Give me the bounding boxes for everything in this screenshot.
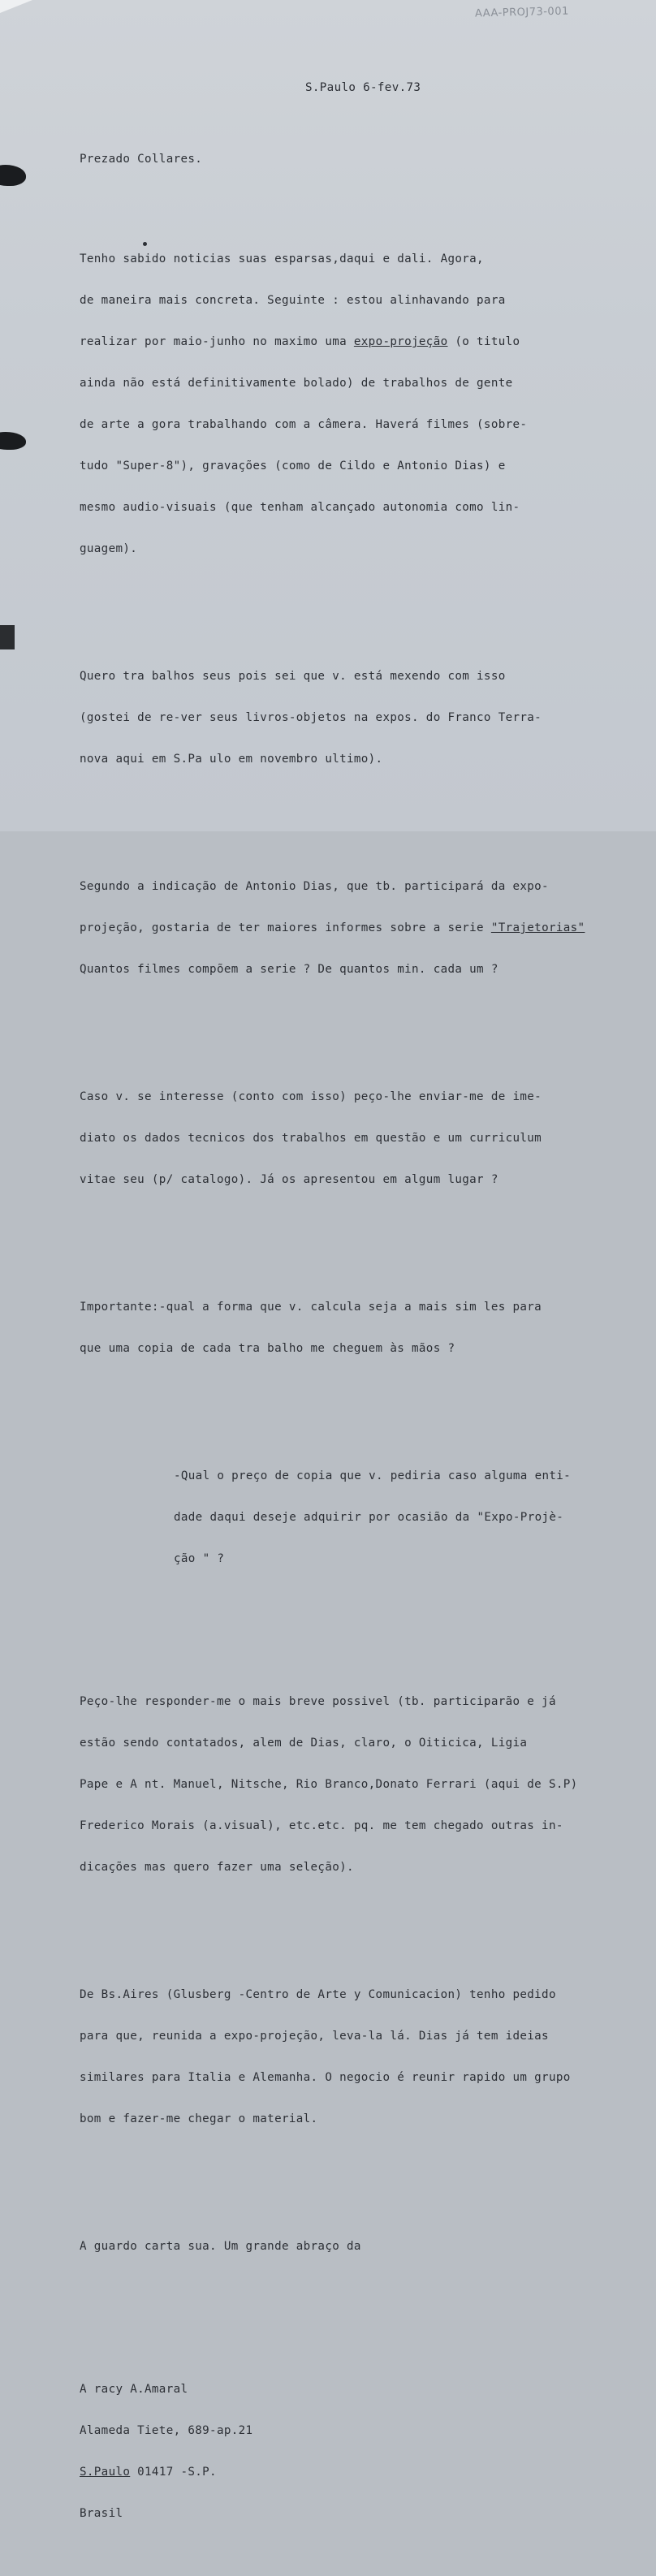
text-line: Pape e A nt. Manuel, Nitsche, Rio Branco,Donato Ferrari (aqui de S.P) <box>80 1778 578 1791</box>
paragraph-1 <box>80 225 648 584</box>
text-line: para que, reunida a expo-projeção, leva-la lá. Dias já tem ideias <box>80 2030 549 2043</box>
text-line: Frederico Morais (a.visual), etc.etc. pq. me tem chegado outras in- <box>80 1819 563 1832</box>
text-line: que uma copia de cada tra balho me cheguem às mãos ? <box>80 1342 455 1355</box>
paragraph-8 <box>80 1961 648 2154</box>
text-line: estão sendo contatados, alem de Dias, claro, o Oiticica, Ligia <box>80 1737 528 1750</box>
text-line: Tenho sabido noticias suas esparsas,daqui e dali. Agora, <box>80 252 484 265</box>
text-line: ainda não está definitivamente bolado) de trabalhos de gente <box>80 377 513 390</box>
punch-hole-bottom <box>0 432 26 450</box>
text-line: mesmo audio-visuais (que tenham alcançado autonomia como lin- <box>80 501 520 514</box>
text-line: bom e fazer-me chegar o material. <box>80 2112 318 2125</box>
archive-id-stamp: AAA-PROJ73-001 <box>474 5 569 20</box>
sender-street: Alameda Tiete, 689-ap.21 <box>80 2424 253 2437</box>
paper-edge-shadow <box>0 625 15 649</box>
letter-body <box>80 54 648 2576</box>
text-line: vitae seu (p/ catalogo). Já os apresentou em algum lugar ? <box>80 1173 498 1186</box>
paragraph-3 <box>80 852 648 1004</box>
text-fragment: S.Paulo <box>80 2466 131 2479</box>
text-line <box>80 335 648 349</box>
text-line: De Bs.Aires (Glusberg -Centro de Arte y Comunicacion) tenho pedido <box>80 1988 556 2001</box>
text-line: (gostei de re-ver seus livros-objetos na expos. do Franco Terra- <box>80 711 542 724</box>
text-line: dade daqui deseje adquirir por ocasião da "Expo-Projè- <box>174 1511 564 1524</box>
closing-line: A guardo carta sua. Um grande abraço da <box>80 2240 361 2253</box>
text-line: Segundo a indicação de Antonio Dias, que tb. participará da expo- <box>80 880 549 893</box>
text-line <box>80 921 648 935</box>
sender-name: A racy A.Amaral <box>80 2383 188 2396</box>
text-line: Caso v. se interesse (conto com isso) peço-lhe enviar-me de ime- <box>80 1090 542 1103</box>
text-fragment: realizar por maio-junho no maximo uma <box>80 335 354 348</box>
signature-block <box>80 2355 648 2548</box>
text-line: guagem). <box>80 542 138 555</box>
text-line: tudo "Super-8"), gravações (como de Cildo e Antonio Dias) e <box>80 460 506 472</box>
text-line: similares para Italia e Alemanha. O negocio é reunir rapido um grupo <box>80 2071 571 2084</box>
text-line: nova aqui em S.Pa ulo em novembro ultimo). <box>80 753 383 766</box>
text-line: Quero tra balhos seus pois sei que v. está mexendo com isso <box>80 670 506 683</box>
text-fragment: 01417 -S.P. <box>130 2466 217 2479</box>
text-fragment: projeção, gostaria de ter maiores informes sobre a serie <box>80 921 491 934</box>
closing <box>80 2212 648 2281</box>
text-fragment: (o titulo <box>447 335 520 348</box>
paper-corner <box>0 0 32 13</box>
letter-greeting: Prezado Collares. <box>80 153 203 166</box>
text-line: -Qual o preço de copia que v. pediria caso alguma enti- <box>174 1469 572 1482</box>
text-line: dicações mas quero fazer uma seleção). <box>80 1861 354 1874</box>
paragraph-7 <box>80 1668 648 1902</box>
text-line: de maneira mais concreta. Seguinte : estou alinhavando para <box>80 294 506 307</box>
punch-hole-top <box>0 165 26 186</box>
paragraph-6 <box>80 1442 648 1594</box>
underlined-title: "Trajetorias" <box>490 921 585 934</box>
letter-date: S.Paulo 6-fev.73 <box>305 81 421 94</box>
text-line: Importante:-qual a forma que v. calcula seja a mais sim les para <box>80 1301 542 1314</box>
text-line: ção " ? <box>174 1552 225 1565</box>
text-line: de arte a gora trabalhando com a câmera. Haverá filmes (sobre- <box>80 418 528 431</box>
paragraph-4 <box>80 1063 648 1215</box>
text-line: Quantos filmes compõem a serie ? De quantos min. cada um ? <box>80 963 498 976</box>
text-line: diato os dados tecnicos dos trabalhos em questão e um curriculum <box>80 1132 542 1145</box>
text-line: Peço-lhe responder-me o mais breve possivel (tb. participarão e já <box>80 1695 556 1708</box>
sender-country: Brasil <box>80 2507 123 2520</box>
sender-city <box>80 2466 648 2479</box>
underlined-title: expo-projeção <box>353 335 448 348</box>
paragraph-5 <box>80 1273 648 1383</box>
paragraph-2 <box>80 642 648 794</box>
